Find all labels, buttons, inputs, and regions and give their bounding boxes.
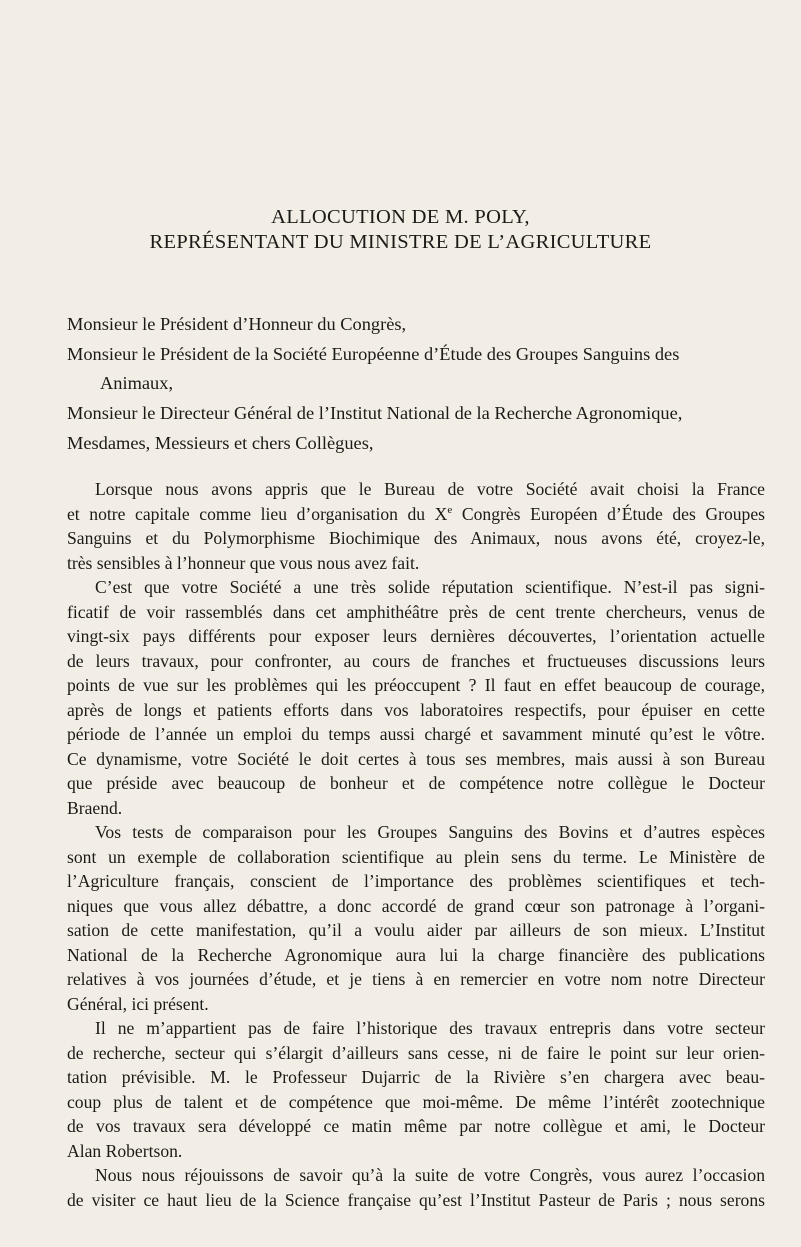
text-line: C’est que votre Société a une très solide réputation scientifique. N’est-il pas signi-	[95, 577, 765, 597]
text-line: Il ne m’appartient pas de faire l’historique des travaux entrepris dans votre secteur	[95, 1018, 765, 1038]
text-line	[39, 502, 765, 527]
text-line: Braend.	[67, 797, 123, 818]
paragraph	[39, 820, 765, 1016]
text-line-tail: Congrès Européen d’Étude des Groupes	[452, 503, 765, 524]
salutation-line: Mesdames, Messieurs et chers Collègues,	[67, 433, 374, 453]
text-line: après de longs et patients efforts dans vos laboratoires respectifs, pour épuiser en cette	[67, 699, 765, 720]
salutation-line: Monsieur le Président d’Honneur du Congrès,	[67, 314, 407, 334]
text-line: National de la Recherche Agronomique aura lui la charge financière des publications	[67, 944, 765, 965]
text-line: Sanguins et du Polymorphisme Biochimique des Animaux, nous avons été, croyez-le,	[67, 528, 765, 548]
text-line: très sensibles à l’honneur que vous nous avez fait.	[67, 552, 420, 573]
text-line: Général, ici présent.	[67, 993, 209, 1014]
text-line: Lorsque nous avons appris que le Bureau de votre Société avait choisi la France	[95, 479, 765, 499]
text-line: de recherche, secteur qui s’élargit d’ailleurs sans cesse, ni de faire le point sur leur orien-	[67, 1042, 765, 1063]
text-line: que préside avec beaucoup de bonheur et de compétence notre collègue le Docteur	[67, 773, 765, 793]
paragraph	[39, 575, 765, 820]
text-line: Alan Robertson.	[67, 1140, 183, 1161]
text-line: coup plus de talent et de compétence que moi-même. De même l’intérêt zootechnique	[67, 1091, 765, 1112]
salutation-line: Animaux,	[100, 373, 174, 393]
paragraph	[39, 1016, 765, 1163]
text-line: vingt-six pays différents pour exposer leurs dernières découvertes, l’orientation actuelle	[67, 626, 765, 646]
text-line: de visiter ce haut lieu de la Science française qu’est l’Institut Pasteur de Paris ; nous serons	[67, 1189, 765, 1210]
text-line: ficatif de voir rassemblés dans cet amphithéâtre près de cent trente chercheurs, venus de	[67, 601, 765, 622]
text-line-head: et notre capitale comme lieu d’organisation du X	[67, 503, 448, 524]
text-line: Nous nous réjouissons de savoir qu’à la suite de votre Congrès, vous aurez l’occasion	[95, 1165, 765, 1185]
salutations-block	[67, 310, 767, 458]
paragraph	[39, 477, 765, 575]
text-line: niques que vous allez débattre, a donc accordé de grand cœur son patronage à l’organi-	[67, 895, 765, 916]
text-line: sation de cette manifestation, qu’il a voulu aider par ailleurs de son mieux. L’Institut	[67, 920, 765, 940]
text-line: points de vue sur les problèmes qui les préoccupent ? Il faut en effet beaucoup de courage,	[67, 675, 765, 695]
salutation-line: Monsieur le Directeur Général de l’Institut National de la Recherche Agronomique,	[67, 403, 683, 423]
page-title-line-1: ALLOCUTION DE M. POLY,	[271, 206, 530, 228]
text-line: période de l’année un emploi du temps aussi chargé et savamment minuté qu’est le vôtre.	[67, 724, 765, 744]
page-title-line-2: REPRÉSENTANT DU MINISTRE DE L’AGRICULTURE	[149, 231, 652, 253]
text-line: l’Agriculture français, conscient de l’importance des problèmes scientifiques et tech-	[67, 871, 765, 891]
text-line: Ce dynamisme, votre Société le doit certes à tous ses membres, mais aussi à son Bureau	[67, 748, 765, 769]
text-line: de vos travaux sera développé ce matin même par notre collègue et ami, le Docteur	[67, 1116, 765, 1136]
body-text	[39, 477, 765, 1212]
text-line: sont un exemple de collaboration scientifique au plein sens du terme. Le Ministère de	[67, 846, 765, 867]
paragraph	[39, 1163, 765, 1212]
salutation-line: Monsieur le Président de la Société Européenne d’Étude des Groupes Sanguins des	[67, 344, 680, 364]
text-line: relatives à vos journées d’étude, et je tiens à en remercier en votre nom notre Directeur	[67, 969, 765, 989]
text-line: de leurs travaux, pour confronter, au cours de franches et fructueuses discussions leurs	[67, 650, 765, 671]
text-line: tation prévisible. M. le Professeur Dujarric de la Rivière s’en chargera avec beau-	[67, 1067, 765, 1087]
text-line: Vos tests de comparaison pour les Groupes Sanguins des Bovins et d’autres espèces	[95, 822, 765, 842]
superscript: e	[447, 503, 453, 516]
